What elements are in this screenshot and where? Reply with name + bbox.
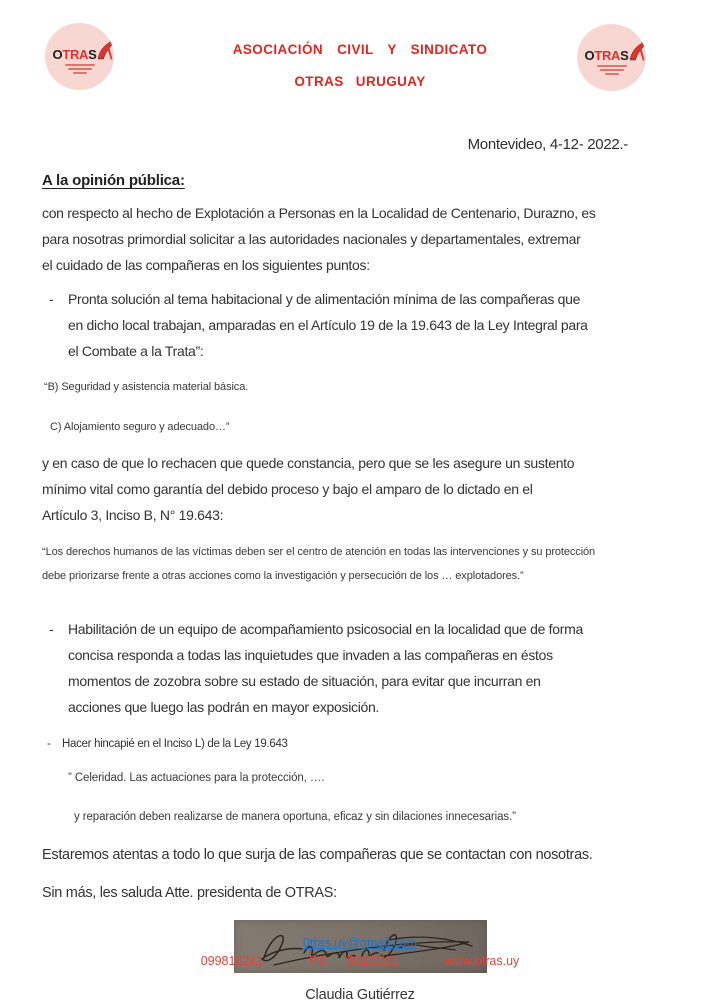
victims-rights-quote [42, 540, 678, 588]
text-line: el cuidado de las compañeras en los siguientes puntos: [42, 257, 370, 273]
text-line: Hacer hincapié en el Inciso L) de la Ley 19.643 [62, 738, 288, 750]
pj-value: 581/2021 [346, 954, 399, 968]
text-line: “Los derechos humanos de las víctimas deben ser el centro de atención en todas las intervenciones y su protección [42, 546, 596, 558]
logo-letter-o: O [584, 48, 595, 63]
paragraph-guarantee [42, 450, 678, 528]
bullet-marker: - [49, 291, 54, 307]
org-title-line1: ASOCIACIÓN CIVIL Y SINDICATO [232, 42, 488, 57]
text-line: Artículo 3, Inciso B, N° 19.643: [42, 507, 224, 523]
text-line: para nosotras primordial solicitar a las autoridades nacionales y departamentales, extremar [42, 231, 581, 247]
footer [0, 936, 720, 968]
text-line: el Combate a la Trata”: [68, 343, 204, 359]
signer-name: Claudia Gutiérrez [305, 987, 415, 1003]
logo-letter-s: S [88, 47, 97, 62]
website-url: www.otras.uy [444, 954, 520, 968]
text-line: y en caso de que lo rechacen que quede constancia, pero que se les asegure un sustento [42, 455, 575, 471]
phone-number: 099816241 [200, 954, 264, 968]
date-line: Montevideo, 4-12- 2022.- [467, 136, 628, 153]
closing-statement: Estaremos atentas a todo lo que surja de las compañeras que se contactan con nosotras. [42, 847, 593, 863]
celerity-quote-line2: y reparación deben realizarse de manera oportuna, eficaz y sin dilaciones innecesarias.” [74, 811, 516, 823]
letter-body [0, 132, 720, 1008]
text-line: momentos de zozobra sobre su estado de situación, para evitar que incurran en [68, 673, 541, 689]
text-line: Pronta solución al tema habitacional y de alimentación mínima de las compañeras que [68, 291, 581, 307]
text-line: concisa responda a todas las inquietudes que invaden a las compañeras en éstos [68, 647, 553, 663]
footer-contact-row [0, 954, 720, 968]
signoff-line: Sin más, les saluda Atte. presidenta de OTRAS: [42, 885, 337, 901]
law-quote-c: C) Alojamiento seguro y adecuado…” [50, 421, 230, 433]
pj-label: PJ.: [309, 954, 331, 968]
bullet-marker: - [49, 621, 54, 637]
bullet-text [68, 286, 588, 364]
bullet-housing-food [42, 286, 678, 364]
org-title-line2: OTRAS URUGUAY [294, 74, 426, 89]
bullet-psychosocial-team [42, 616, 678, 720]
text-line: con respecto al hecho de Explotación a Personas en la Localidad de Centenario, Durazno, es [42, 205, 596, 221]
logo-letters-tra: TRA [594, 48, 621, 63]
text-line: acciones que luego las podrán en mayor exposición. [68, 699, 380, 715]
bullet-inciso-l [42, 736, 678, 752]
org-title [0, 42, 720, 89]
bullet-marker: - [47, 738, 51, 750]
logo-letters-tra: TRA [62, 47, 89, 62]
logo-letter-o: O [52, 47, 63, 62]
law-quote-b: “B) Seguridad y asistencia material básica. [44, 381, 249, 393]
text-line: debe priorizarse frente a otras acciones como la investigación y persecución de los … explotadores.” [42, 570, 524, 582]
text-line: Habilitación de un equipo de acompañamiento psicosocial en la localidad que de forma [68, 621, 583, 637]
paragraph-intro [42, 200, 678, 278]
bullet-text [68, 616, 583, 720]
letterhead [0, 0, 720, 114]
text-line: en dicho local trabajan, amparadas en el Artículo 19 de la 19.643 de la Ley Integral para [68, 317, 588, 333]
legal-registration [309, 954, 399, 968]
text-line: mínimo vital como garantía del debido proceso y bajo el amparo de lo dictado en el [42, 481, 533, 497]
salutation: A la opinión pública: [42, 172, 185, 189]
email-link[interactable]: 0tras.uy@gmail.com [302, 936, 418, 950]
celerity-quote-line1: ” Celeridad. Las actuaciones para la protección, …. [68, 772, 325, 784]
logo-letter-s: S [620, 48, 629, 63]
